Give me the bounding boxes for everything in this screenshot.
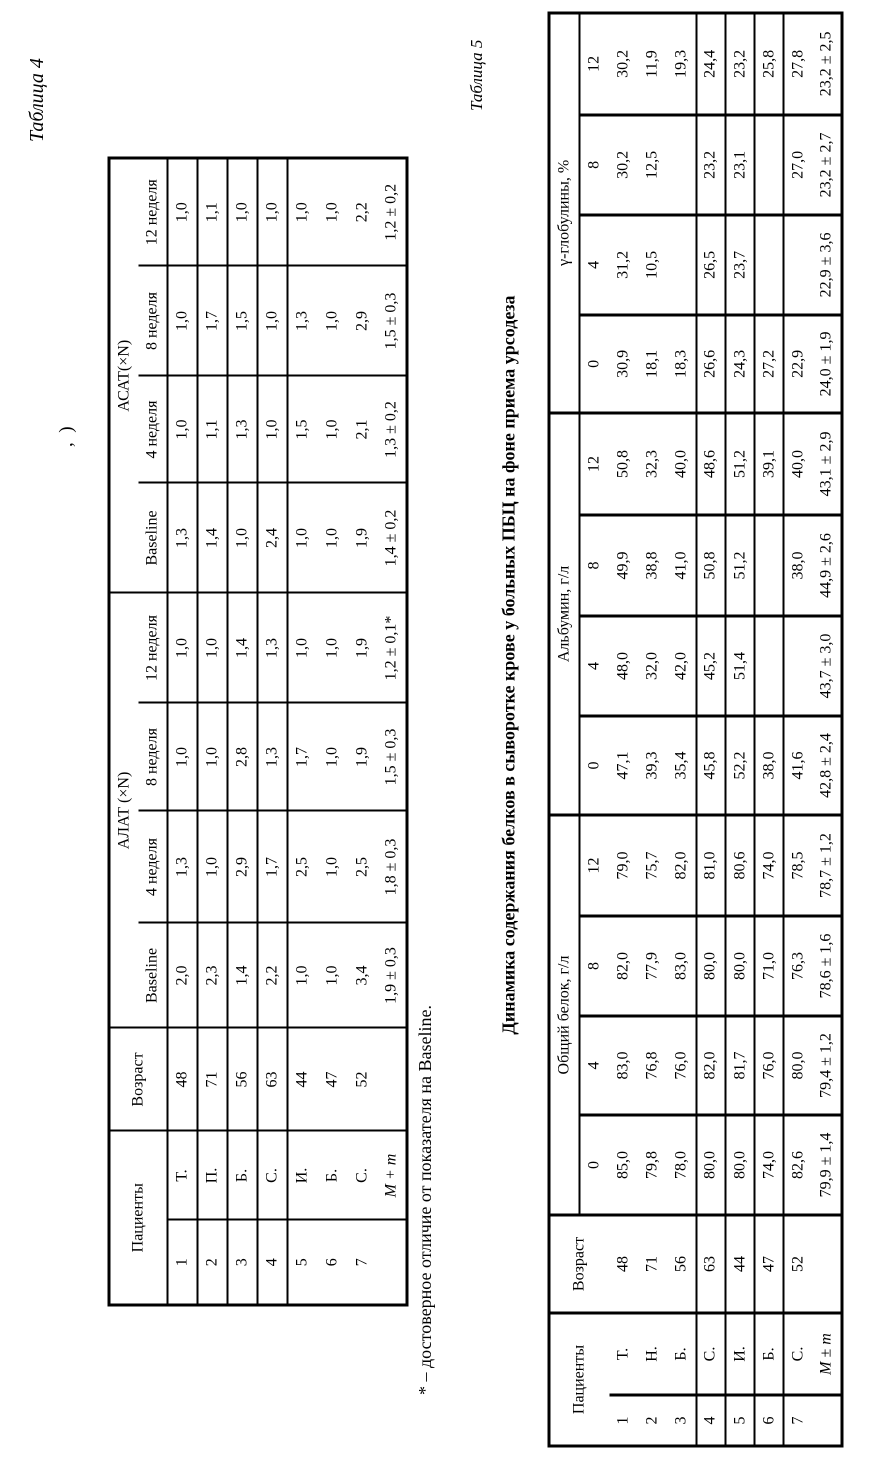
table-cell — [813, 1215, 842, 1313]
table-cell: 11,9 — [638, 13, 667, 115]
table-cell: 24,0 ± 1,9 — [813, 315, 842, 413]
table-cell: 30,2 — [609, 13, 638, 115]
table5-body — [609, 13, 842, 1446]
table4-label: Таблица 4 — [26, 58, 48, 142]
table-cell: 1,0 — [287, 593, 317, 703]
table-cell: 78,7 ± 1,2 — [813, 815, 842, 916]
table-cell: 1,0 — [317, 483, 347, 593]
table-cell: 1,3 — [257, 593, 287, 703]
table-row — [317, 158, 347, 1305]
table-cell: 6 — [323, 1258, 340, 1267]
table-cell: 10,5 — [638, 215, 667, 315]
table-cell: 2,1 — [347, 376, 377, 483]
table-row — [197, 158, 227, 1305]
table-cell: 1,0 — [257, 158, 287, 266]
table-cell: 1,0 — [197, 811, 227, 923]
table-cell: 39,1 — [755, 413, 784, 515]
table-cell: 1,5 — [227, 266, 257, 376]
table-row — [167, 158, 197, 1305]
table-cell: М + m — [377, 1131, 407, 1220]
table-cell: 81,7 — [726, 1016, 755, 1115]
table-cell: 1,0 — [227, 158, 257, 266]
table-cell: 50,8 — [609, 413, 638, 515]
table-cell: 3,4 — [347, 923, 377, 1028]
table-cell: 43,1 ± 2,9 — [813, 413, 842, 515]
table-cell: 80,0 — [726, 1115, 755, 1215]
table-cell: 76,8 — [638, 1016, 667, 1115]
table-cell: 1,0 — [317, 703, 347, 811]
table-cell: 38,0 — [755, 716, 784, 815]
table-cell: 1,8 ± 0,3 — [377, 811, 407, 923]
table-cell: 32,0 — [638, 616, 667, 716]
table-row — [726, 13, 755, 1446]
table-cell: 1,9 ± 0,3 — [377, 923, 407, 1028]
week-header: 4 неделя — [138, 811, 167, 923]
table-cell: 1,3 — [167, 483, 197, 593]
table-row — [287, 158, 317, 1305]
table-cell: 1,0 — [287, 923, 317, 1028]
table-cell: 79,8 — [638, 1115, 667, 1215]
week-header: 4 — [579, 616, 609, 716]
table4-footnote: * – достоверное отличие от показателя на Baseline. — [415, 1005, 435, 1395]
week-header: 0 — [579, 315, 609, 413]
table-cell: 75,7 — [638, 815, 667, 916]
table-cell: 25,8 — [755, 13, 784, 115]
table-cell: 41,0 — [667, 515, 696, 616]
table-cell — [784, 616, 813, 716]
table-cell: 2,0 — [167, 923, 197, 1028]
table-cell: 1,5 — [287, 376, 317, 483]
table-row — [377, 158, 407, 1305]
table-cell: 1,3 — [167, 811, 197, 923]
table-cell: Н. — [638, 1313, 667, 1395]
total-protein-group-header: Общий белок, г/л — [549, 815, 579, 1215]
table-cell: С. — [696, 1313, 725, 1395]
table-cell: 80,0 — [726, 916, 755, 1016]
table-cell: 31,2 — [609, 215, 638, 315]
week-header: 0 — [579, 1115, 609, 1215]
table-cell: 22,9 — [784, 315, 813, 413]
table-cell: 63 — [257, 1028, 287, 1131]
table-cell: 7 — [789, 1416, 807, 1425]
table-cell: 83,0 — [609, 1016, 638, 1115]
table-cell — [784, 215, 813, 315]
table-cell: 7 — [353, 1258, 370, 1267]
table-cell — [755, 616, 784, 716]
table-cell: 79,0 — [609, 815, 638, 916]
table-row — [347, 158, 377, 1305]
table-cell: 1,0 — [317, 266, 347, 376]
table-cell: 1,0 — [317, 923, 347, 1028]
table-row — [667, 13, 696, 1446]
table-cell: 1 — [614, 1416, 632, 1425]
table-cell: 24,4 — [696, 13, 725, 115]
table-cell: 1,4 — [227, 923, 257, 1028]
table-cell: 63 — [696, 1215, 725, 1313]
table-cell: 2,9 — [347, 266, 377, 376]
table-cell: 41,6 — [784, 716, 813, 815]
table-cell: 47 — [317, 1028, 347, 1131]
table-cell: 2,4 — [257, 483, 287, 593]
albumin-group-header: Альбумин, г/л — [549, 413, 579, 815]
table-cell: 40,0 — [784, 413, 813, 515]
table-cell: Б. — [667, 1313, 696, 1395]
table-cell: 2,8 — [227, 703, 257, 811]
gamma-globulin-group-header: γ-глобулины, % — [549, 13, 579, 413]
table-cell: Б. — [755, 1313, 784, 1395]
patients-header: Пациенты — [109, 1131, 167, 1305]
table-cell: 77,9 — [638, 916, 667, 1016]
table-cell: 23,2 — [696, 115, 725, 215]
table-cell: Т. — [167, 1131, 197, 1220]
week-header: 12 — [579, 13, 609, 115]
table-cell: 1,2 ± 0,1* — [377, 593, 407, 703]
week-header: 12 — [579, 815, 609, 916]
week-header: 12 — [579, 413, 609, 515]
table-cell: 19,3 — [667, 13, 696, 115]
table-cell: Б. — [227, 1131, 257, 1220]
week-header: 8 неделя — [138, 703, 167, 811]
week-header: 12 неделя — [138, 158, 167, 266]
table-cell: 52 — [347, 1028, 377, 1131]
table-cell: 1,9 — [347, 703, 377, 811]
table-cell: 1,0 — [167, 703, 197, 811]
table-cell: 71 — [197, 1028, 227, 1131]
table4-header-row-groups — [109, 158, 138, 1305]
table-cell: 51,4 — [726, 616, 755, 716]
table-cell: 1,0 — [257, 266, 287, 376]
table-cell: 38,8 — [638, 515, 667, 616]
table-cell: 1,0 — [197, 593, 227, 703]
table-cell — [667, 215, 696, 315]
table-row — [609, 13, 638, 1446]
table-cell: 50,8 — [696, 515, 725, 616]
alat-group-header: АЛАТ (×N) — [109, 593, 138, 1028]
table-cell — [667, 115, 696, 215]
table-cell: 1,1 — [197, 376, 227, 483]
table-cell: 1,0 — [167, 593, 197, 703]
table-row — [755, 13, 784, 1446]
table-5-grid — [548, 11, 844, 1447]
table-cell: 80,0 — [784, 1016, 813, 1115]
patients-header: Пациенты — [570, 1344, 588, 1415]
table-cell: 2 — [197, 1220, 227, 1305]
table-cell: 23,2 ± 2,7 — [813, 115, 842, 215]
table-cell: С. — [257, 1131, 287, 1220]
table-cell: 83,0 — [667, 916, 696, 1016]
table-cell: 1,5 ± 0,3 — [377, 266, 407, 376]
table-cell: 23,2 ± 2,5 — [813, 13, 842, 115]
week-header: 8 — [579, 916, 609, 1016]
table-cell: 1,0 — [287, 483, 317, 593]
table-cell: 1,3 — [287, 266, 317, 376]
table-cell — [813, 1395, 842, 1446]
table-cell: 74,0 — [755, 815, 784, 916]
table-cell: 1,0 — [227, 483, 257, 593]
table-cell: 1,3 ± 0,2 — [377, 376, 407, 483]
table-cell: 32,3 — [638, 413, 667, 515]
table-cell: 3 — [667, 1395, 696, 1446]
table-cell: 1,3 — [257, 703, 287, 811]
table-cell: Б. — [317, 1131, 347, 1220]
table-cell: 1,0 — [317, 593, 347, 703]
table-cell: 2,2 — [347, 158, 377, 266]
table-cell: 1,3 — [227, 376, 257, 483]
table-cell: 1,5 ± 0,3 — [377, 703, 407, 811]
table-cell: 30,2 — [609, 115, 638, 215]
table-row — [638, 13, 667, 1446]
table-cell: 1,7 — [287, 703, 317, 811]
week-header: 4 — [579, 215, 609, 315]
table-cell: 48 — [167, 1028, 197, 1131]
table-cell: 1,0 — [317, 158, 347, 266]
week-header: 8 — [579, 515, 609, 616]
table-cell: 1,0 — [317, 376, 347, 483]
table-cell: 51,2 — [726, 413, 755, 515]
table-cell: 82,0 — [696, 1016, 725, 1115]
table-row — [696, 13, 725, 1446]
table-cell: 71,0 — [755, 916, 784, 1016]
table-cell: 52,2 — [726, 716, 755, 815]
table-cell — [755, 215, 784, 315]
table-cell: И. — [287, 1131, 317, 1220]
table-cell: 40,0 — [667, 413, 696, 515]
table-cell: 18,1 — [638, 315, 667, 413]
table-cell: 43,7 ± 3,0 — [813, 616, 842, 716]
table-cell: 30,9 — [609, 315, 638, 413]
table-cell: 27,0 — [784, 115, 813, 215]
table-cell: 39,3 — [638, 716, 667, 815]
table-cell: 2,9 — [227, 811, 257, 923]
table-cell: 1,0 — [167, 266, 197, 376]
week-header: 12 неделя — [138, 593, 167, 703]
week-header: 4 неделя — [138, 376, 167, 483]
table-cell: П. — [197, 1131, 227, 1220]
table-cell: 1,0 — [197, 703, 227, 811]
table-4-grid — [108, 156, 409, 1306]
week-header: Baseline — [138, 483, 167, 593]
table-cell: 45,2 — [696, 616, 725, 716]
table-cell: 1 — [167, 1220, 197, 1305]
table-cell: 5 — [293, 1258, 311, 1267]
table-cell: 82,6 — [784, 1115, 813, 1215]
table-cell: 49,9 — [609, 515, 638, 616]
table-cell: С. — [784, 1313, 813, 1395]
table-cell: 26,5 — [696, 215, 725, 315]
table-cell: 80,0 — [696, 916, 725, 1016]
table-cell: 82,0 — [609, 916, 638, 1016]
table-cell: 22,9 ± 3,6 — [813, 215, 842, 315]
table-cell: 2 — [643, 1416, 661, 1425]
table-cell — [377, 1028, 407, 1131]
table4-caption-fragment: , ) — [56, 426, 77, 447]
table-cell: 56 — [667, 1215, 696, 1313]
table-cell: 35,4 — [667, 716, 696, 815]
table-cell: 2,5 — [287, 811, 317, 923]
week-header: 4 — [579, 1016, 609, 1115]
week-header: 8 неделя — [138, 266, 167, 376]
table-cell: 78,6 ± 1,6 — [813, 916, 842, 1016]
table-cell: 2,5 — [347, 811, 377, 923]
table-cell: Т. — [609, 1313, 638, 1395]
table-cell: 79,4 ± 1,2 — [813, 1016, 842, 1115]
asat-group-header: АСАТ(×N) — [109, 158, 138, 593]
table-cell: 82,0 — [667, 815, 696, 916]
table-cell: 80,0 — [696, 1115, 725, 1215]
table-row — [813, 13, 842, 1446]
table-cell: С. — [347, 1131, 377, 1220]
table5-caption: Динамика содержания белков в сыворотке крове у больных ПБЦ на фоне приема урсодеза — [498, 295, 519, 1035]
table-cell: 4 — [696, 1395, 725, 1446]
table-cell: 6 — [755, 1395, 784, 1446]
table-row — [227, 158, 257, 1305]
week-header: 0 — [579, 716, 609, 815]
table-cell: 47,1 — [609, 716, 638, 815]
table-cell: 1,7 — [197, 266, 227, 376]
table-cell: 1,9 — [347, 593, 377, 703]
table-cell: 23,7 — [726, 215, 755, 315]
table-cell: 47 — [755, 1215, 784, 1313]
table-cell: 78,5 — [784, 815, 813, 916]
table-cell: М ± m — [813, 1313, 842, 1395]
table-cell: 1,9 — [347, 483, 377, 593]
table-row — [257, 158, 287, 1305]
table-cell: 1,0 — [257, 376, 287, 483]
table5-label: Таблица 5 — [467, 39, 486, 111]
table-cell: 27,2 — [755, 315, 784, 413]
table-cell: 1,0 — [167, 376, 197, 483]
week-header: 8 — [579, 115, 609, 215]
table-cell — [755, 515, 784, 616]
table-cell: 23,1 — [726, 115, 755, 215]
table-cell: 24,3 — [726, 315, 755, 413]
table-cell: 3 — [227, 1220, 257, 1305]
table-cell: 1,2 ± 0,2 — [377, 158, 407, 266]
table-cell: 1,4 ± 0,2 — [377, 483, 407, 593]
table-cell: 42,8 ± 2,4 — [813, 716, 842, 815]
table-row — [784, 13, 813, 1446]
table-cell: 79,9 ± 1,4 — [813, 1115, 842, 1215]
table-cell: 80,6 — [726, 815, 755, 916]
age-header: Возраст — [109, 1028, 167, 1131]
week-header: Baseline — [138, 923, 167, 1028]
table-cell: 1,7 — [257, 811, 287, 923]
table-cell: 42,0 — [667, 616, 696, 716]
table-cell: 81,0 — [696, 815, 725, 916]
table-cell: 2,2 — [257, 923, 287, 1028]
table-cell: 1,4 — [197, 483, 227, 593]
table5-header-row-groups — [549, 13, 579, 1446]
table-cell: 48 — [609, 1215, 638, 1313]
table-cell: 76,3 — [784, 916, 813, 1016]
table-cell: И. — [726, 1313, 755, 1395]
table-cell: 2,3 — [197, 923, 227, 1028]
table-cell: 76,0 — [667, 1016, 696, 1115]
table-cell: 51,2 — [726, 515, 755, 616]
table4-body — [167, 158, 407, 1305]
table-cell: 5 — [726, 1395, 755, 1446]
table-cell: 1,0 — [287, 158, 317, 266]
table-cell: 48,0 — [609, 616, 638, 716]
table-cell: 71 — [638, 1215, 667, 1313]
table-cell: 48,6 — [696, 413, 725, 515]
table-cell: 44 — [287, 1028, 317, 1131]
table-cell — [755, 115, 784, 215]
table-cell: 74,0 — [755, 1115, 784, 1215]
table-5 — [548, 15, 844, 1448]
age-header: Возраст — [549, 1215, 609, 1313]
table-cell: 23,2 — [726, 13, 755, 115]
table-cell: 1,4 — [227, 593, 257, 703]
table-cell: 12,5 — [638, 115, 667, 215]
table-cell: 56 — [227, 1028, 257, 1131]
table-cell: 38,0 — [784, 515, 813, 616]
table-cell: 26,6 — [696, 315, 725, 413]
table-cell — [377, 1220, 407, 1305]
table-cell: 52 — [784, 1215, 813, 1313]
table-cell: 27,8 — [784, 13, 813, 115]
table-cell: 44,9 ± 2,6 — [813, 515, 842, 616]
table-4 — [108, 160, 408, 1307]
table-cell: 4 — [257, 1220, 287, 1305]
table-cell: 78,0 — [667, 1115, 696, 1215]
table-cell: 1,1 — [197, 158, 227, 266]
table-cell: 1,0 — [167, 158, 197, 266]
table-cell: 18,3 — [667, 315, 696, 413]
table-cell: 85,0 — [609, 1115, 638, 1215]
table-cell: 44 — [726, 1215, 755, 1313]
table-cell: 1,0 — [317, 811, 347, 923]
table-cell: 76,0 — [755, 1016, 784, 1115]
table-cell: 45,8 — [696, 716, 725, 815]
